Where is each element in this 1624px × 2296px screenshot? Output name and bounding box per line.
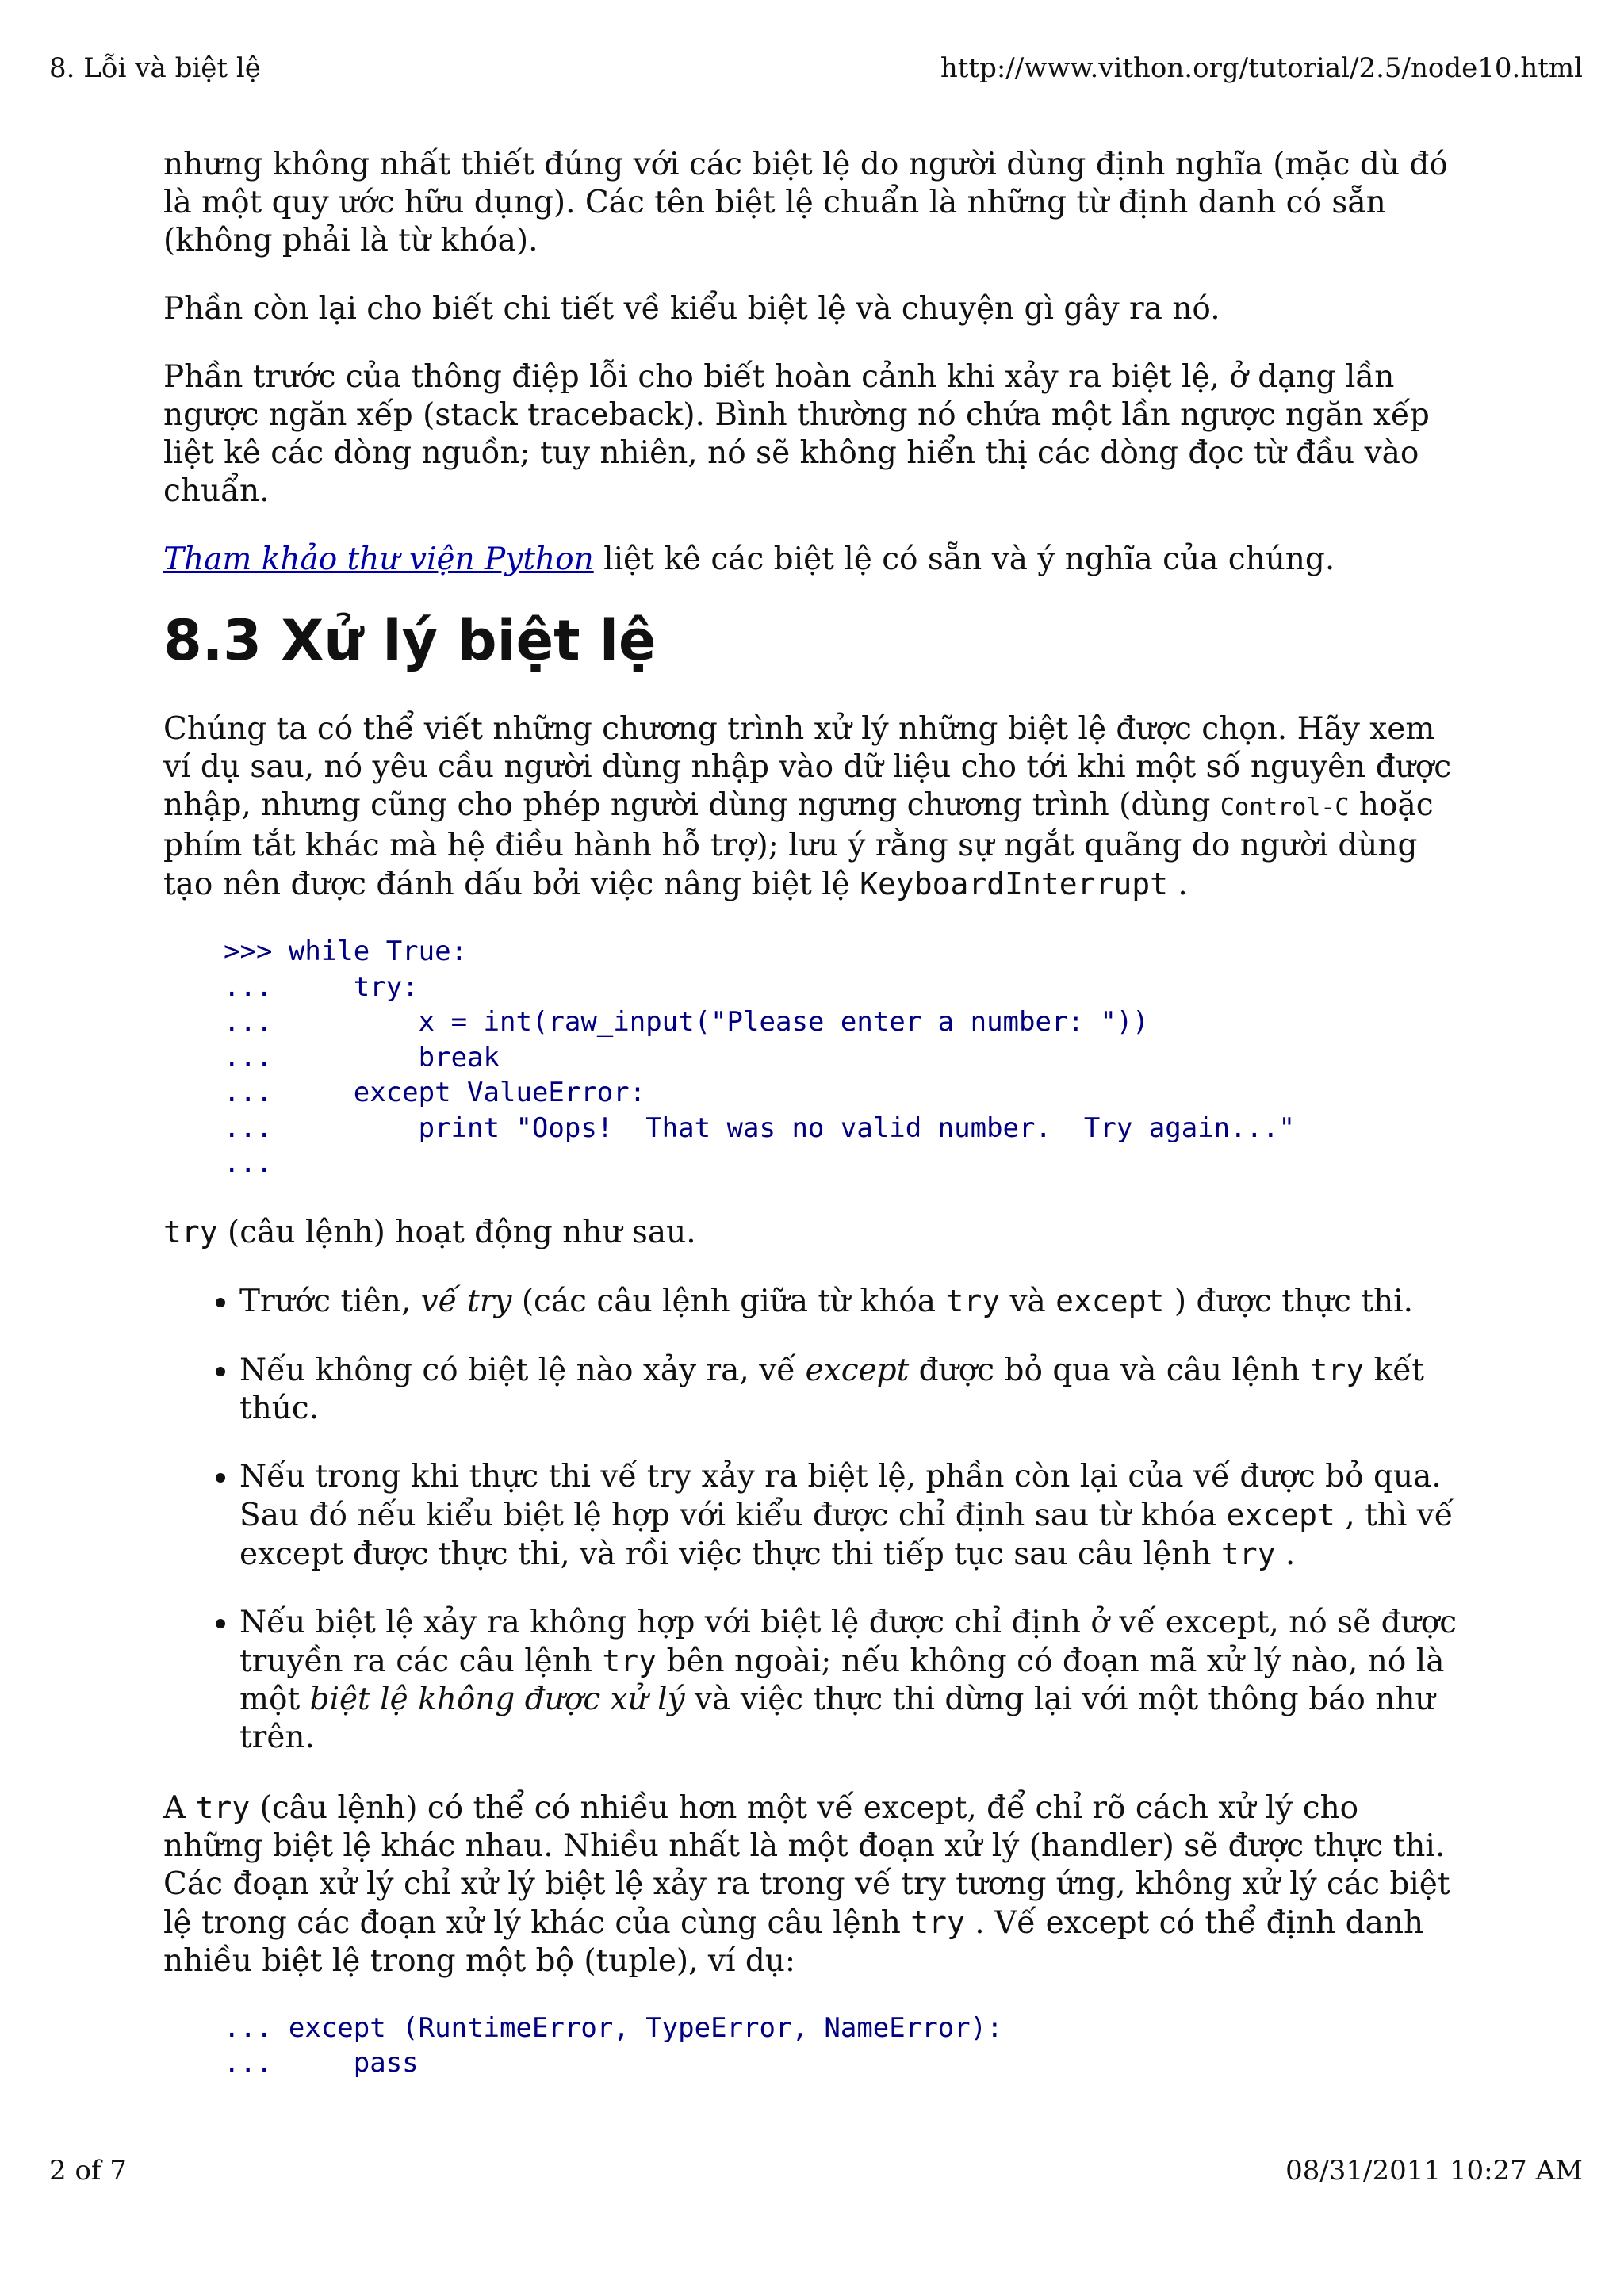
list-item: [239, 1458, 1464, 1574]
list-emphasis: except: [805, 1352, 910, 1388]
paragraph-text: (câu lệnh) hoạt động như sau.: [217, 1214, 696, 1250]
header-url: http://www.vithon.org/tutorial/2.5/node10.html: [940, 52, 1583, 84]
inline-code: except: [1226, 1497, 1335, 1533]
paragraph: [163, 541, 1464, 579]
list-emphasis: vế try: [420, 1283, 512, 1319]
list-text: Nếu biệt lệ xảy ra không hợp với biệt lệ được chỉ định ở vế except, nó sẽ được truyền ra các câu lệnh: [239, 1604, 1457, 1679]
paragraph-text: Chúng ta có thể viết những chương trình xử lý những biệt lệ được chọn. Hãy xem ví dụ sau, nó yêu cầu người dùng nhập vào dữ liệu cho tới khi một số nguyên được nhập, nhưng cũng cho phép người dùng ngưng chương trình (dùng: [163, 711, 1452, 823]
list-text: kết thúc.: [239, 1352, 1424, 1426]
list-item: [239, 1282, 1464, 1321]
paragraph: [163, 1213, 1464, 1252]
paragraph: Phần trước của thông điệp lỗi cho biết hoàn cảnh khi xảy ra biệt lệ, ở dạng lần ngược ngăn xếp (stack traceback). Bình thường nó chứa một lần ngược ngăn xếp liệt kê các dòng nguồn; tuy nhiên, nó sẽ không hiển thị các dòng đọc từ đầu vào chuẩn.: [163, 359, 1430, 509]
paragraph: nhưng không nhất thiết đúng với các biệt lệ do người dùng định nghĩa (mặc dù đó là một quy ước hữu dụng). Các tên biệt lệ chuẩn là những từ định danh có sẵn (không phải là từ khóa).: [163, 147, 1448, 258]
code-block: ... except (RuntimeError, TypeError, NameError): ... pass: [224, 2011, 1003, 2079]
list-emphasis: biệt lệ không được xử lý: [309, 1681, 685, 1717]
paragraph-text: liệt kê các biệt lệ có sẵn và ý nghĩa của chúng.: [593, 541, 1335, 577]
list-text: và việc thực thi dừng lại với một thông báo như trên.: [239, 1681, 1435, 1755]
inline-code: try: [1220, 1536, 1276, 1571]
paragraph-text: hoặc phím tắt khác mà hệ điều hành hỗ trợ); lưu ý rằng sự ngắt quãng do người dùng tạo nên được đánh dấu bởi việc nâng biệt lệ: [163, 787, 1434, 902]
list-text: bên ngoài; nếu không có đoạn mã xử lý nào, nó là một: [239, 1643, 1445, 1717]
code-block: >>> while True: ... try: ... x = int(raw_input("Please enter a number: ")) ... break ... except ValueError: ... print "Oops! That was no valid number. Try again..." ...: [224, 936, 1296, 1179]
header-title: 8. Lỗi và biệt lệ: [49, 52, 261, 84]
paragraph-text: .: [1168, 867, 1188, 902]
list-text: Nếu không có biệt lệ nào xảy ra, vế: [239, 1352, 806, 1388]
inline-code: try: [163, 1214, 218, 1249]
library-reference-link[interactable]: Tham khảo thư viện Python: [163, 541, 594, 577]
page-header: [49, 52, 1583, 84]
inline-code: KeyboardInterrupt: [860, 867, 1169, 901]
paragraph-text: (câu lệnh) có thể có nhiều hơn một vế except, để chỉ rõ cách xử lý cho những biệt lệ khác nhau. Nhiều nhất là một đoạn xử lý (handler) sẽ được thực thi. Các đoạn xử lý chỉ xử lý biệt lệ xảy ra trong vế try tương ứng, không xử lý các biệt lệ trong các đoạn xử lý khác của cùng câu lệnh: [163, 1789, 1450, 1941]
list-text: Nếu trong khi thực thi vế try xảy ra biệt lệ, phần còn lại của vế được bỏ qua. Sau đó nếu kiểu biệt lệ hợp với kiểu được chỉ định sau từ khóa: [239, 1458, 1442, 1533]
paragraph-text: . Vế except có thể định danh nhiều biệt lệ trong một bộ (tuple), ví dụ:: [163, 1904, 1424, 1979]
page-number: 2 of 7: [49, 2155, 127, 2187]
list-text: và: [1000, 1283, 1056, 1319]
document-body: [163, 146, 1464, 2113]
list-text: được bỏ qua và câu lệnh: [909, 1352, 1310, 1388]
paragraph: [163, 710, 1464, 904]
inline-code: try: [195, 1789, 251, 1825]
print-timestamp: 08/31/2011 10:27 AM: [1285, 2155, 1583, 2187]
list-text: (các câu lệnh giữa từ khóa: [511, 1283, 946, 1319]
list-item: [239, 1604, 1464, 1757]
inline-code: try: [1309, 1352, 1365, 1387]
list-text: Trước tiên,: [239, 1283, 421, 1319]
paragraph-text: A: [163, 1789, 196, 1826]
paragraph: Phần còn lại cho biết chi tiết về kiểu biệt lệ và chuyện gì gây ra nó.: [163, 291, 1220, 327]
section-heading: 8.3 Xử lý biệt lệ: [163, 608, 657, 673]
inline-code: try: [602, 1643, 657, 1678]
list-text: , thì vế except được thực thi, và rồi việc thực thi tiếp tục sau câu lệnh: [239, 1497, 1454, 1572]
list-text: .: [1275, 1536, 1296, 1572]
paragraph: [163, 1789, 1464, 1980]
list-item: [239, 1351, 1464, 1428]
inline-code: try: [910, 1904, 965, 1940]
inline-code: except: [1055, 1283, 1165, 1318]
inline-code: Control-C: [1220, 794, 1350, 821]
bullet-list: [163, 1282, 1464, 1757]
page-footer: [49, 2155, 1583, 2187]
inline-code: try: [945, 1283, 1001, 1318]
list-text: ) được thực thi.: [1164, 1283, 1414, 1319]
